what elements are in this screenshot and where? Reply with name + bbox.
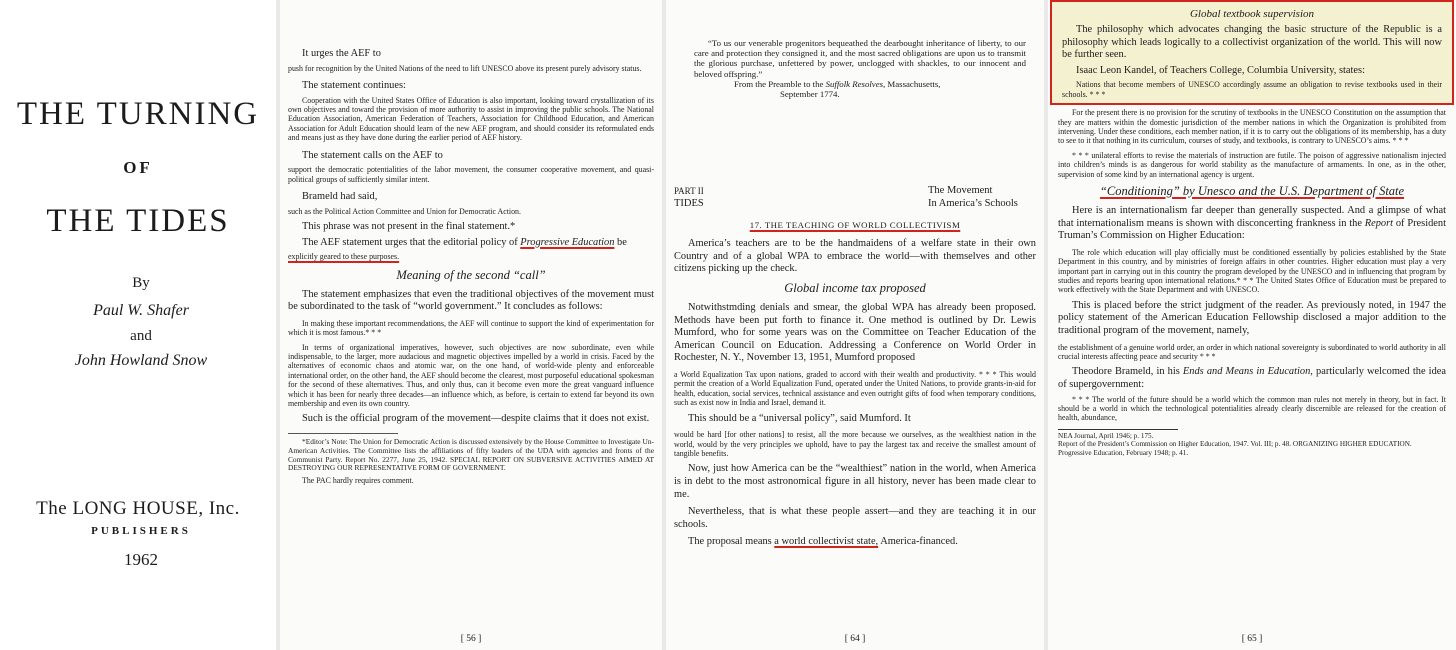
movement-label: The Movement: [928, 185, 993, 197]
publication-year: 1962: [124, 550, 158, 569]
movement-sub: In America’s Schools: [928, 197, 1018, 209]
cover-page: [0, 0, 276, 650]
block-quote: * * * unilateral efforts to revise the materials of instruction are futile. The poison of aggressive nationalism injected into children’s minds is as dangerous for world stability as the manufacture of armaments. In one, as in the other, supervision of some kind by an international agency is urgent.: [1058, 150, 1446, 179]
page-65: [1048, 0, 1456, 650]
block-quote: the establishment of a genuine world order, an order in which national sovereignty is subordinated to world authority in all crucial interests affecting peace and security * * *: [1058, 342, 1446, 362]
paragraph: It urges the AEF to: [302, 48, 381, 59]
part-header: [674, 185, 1036, 210]
block-quote: In terms of organizational imperatives, however, such objectives are now subordinate, even while indispensable, to the larger, more audacious and magnetic objectives impelled by a world in crisis. Faced by the alternatives of economic chaos and atomic war, on the one hand, of world-wide plenty and enforceable international order, on the other hand, the AEF should become the clearest, most purposeful educational spokesman for the second of these alternatives. Thus, and only thus, can it become even more the great vanguard influence which it has been for nearly three decades—an influence which, as before, is certain to extend far beyond its own membership and even its own country.: [288, 342, 654, 409]
author-1: Paul W. Shafer: [93, 302, 189, 319]
footnote-1: NEA Journal, April 1946; p. 175.: [1058, 431, 1154, 440]
block-quote: The role which education will play officially must be conditioned essentially by policies established by the State Department in this country, and by ministries of foreign affairs in other countries. Higher education must play a very important part in carrying out in this country the program developed by the UNESCO and in influencing that program by studies and reports bearing upon international relations.* * * The United States Office of Education must be prepared to work effectively with the State Department and with UNESCO.: [1058, 247, 1446, 295]
underlined-quote: explicitly geared to these purposes.: [288, 252, 400, 262]
highlight-box: [1050, 0, 1454, 105]
paragraph: Nevertheless, that is what these people assert—and they are teaching it in our schools.: [674, 506, 1036, 530]
paragraph-underlined: The proposal means a world collectivist state, America-financed.: [688, 536, 958, 548]
paragraph: The philosophy which advocates changing the basic structure of the Republic is a philosophy which leads logically to a collectivist organization of the world. This will now be further seen.: [1062, 24, 1442, 61]
paragraph: Theodore Brameld, in his Ends and Means in Education, particularly welcomed the idea of supergovernment:: [1058, 366, 1446, 391]
paragraph-underlined: The AEF statement urges that the editorial policy of Progressive Education be: [302, 236, 627, 248]
underlined-phrase: Progressive Education: [520, 236, 615, 248]
and-label: and: [130, 328, 152, 344]
block-quote: push for recognition by the United Nations of the need to lift UNESCO above its present purely advisory status.: [288, 63, 642, 73]
book-title-line1: THE TURNING: [16, 96, 260, 132]
paragraph: Now, just how America can be the “wealthiest” nation in the world, when America is in debt to the most astronomical figure in all history, never has been made clear to me.: [674, 463, 1036, 500]
publisher-name: The LONG HOUSE, Inc.: [36, 498, 240, 519]
epigraph-date: September 1774.: [780, 89, 840, 100]
book-title-line2: OF: [123, 158, 153, 177]
paragraph: America’s teachers are to be the handmaidens of a welfare state in their own Country and of a global WPA to embrace the world—with themselves and other citizens picking up the check.: [674, 238, 1036, 275]
page-56: [280, 0, 662, 650]
paragraph: Such is the official program of the movement—despite claims that it does not exist.: [302, 413, 650, 425]
block-quote: * * * The world of the future should be a world which the common man rules not merely in theory, but in fact. It should be a world in which the technological potentialities already clearly discernible are released for the creation of health, abundance,: [1058, 394, 1446, 423]
paragraph: This is placed before the strict judgment of the reader. As previously noted, in 1947 the policy statement of the American Education Fellowship disclosed a major addition to the traditional program of the movement, namely,: [1058, 299, 1446, 337]
section-heading: Meaning of the second “call”: [396, 267, 546, 282]
block-quote: Cooperation with the United States Office of Education is also important, looking toward crystallization of its own objectives and toward the provision of more authority to assist in improving the public schools. The National Education Association, American Federation of Teachers, Association for Childhood Education, and American Association for Adult Education should learn of the new AEF program, and should consider its reformulated ends and means just as they have done during the earlier period of AEF history.: [288, 95, 654, 143]
footnote-3: Progressive Education, February 1948; p. 41.: [1058, 448, 1189, 457]
editor-note: *Editor’s Note: The Union for Democratic Action is discussed extensively by the House Committee to Investigate Un-American Activities. The Committee lists the affiliations of fifty leaders of the UDA with agencies and fronts of the Communist Party. Report No. 2277, June 25, 1942. SPECIAL REPORT ON SUBVERSIVE ACTIVITIES AIMED AT DESTROYING OUR REPRESENTATIVE FORM OF GOVERNMENT.: [288, 437, 654, 473]
block-quote: such as the Political Action Committee and Union for Democratic Action.: [288, 206, 521, 216]
page-number: [ 64 ]: [844, 634, 866, 644]
paragraph: Isaac Leon Kandel, of Teachers College, Columbia University, states:: [1076, 64, 1365, 76]
block-quote: In making these important recommendations, the AEF will continue to support the kind of experimentation for which it is most famous.* * *: [288, 318, 654, 338]
paragraph: Notwithstmding denials and smear, the global WPA has already been proposed. Methods have been put forth to finance it. One method is outlined by Dr. Lewis Mumford, who for some years was on the Committee on Teacher Education of the American Council on Education. Addressing a Conference on World Order in Rochester, N. Y., November 13, 1951, Mumford proposed: [674, 302, 1036, 364]
author-2: John Howland Snow: [74, 352, 208, 369]
editor-note-2: The PAC hardly requires comment.: [302, 476, 414, 486]
footnote-divider: [288, 433, 398, 434]
underlined-phrase: a world collectivist state,: [774, 536, 879, 548]
footnote-2: Report of the President’s Commission on Higher Education, 1947. Vol. III; p. 48. ORGANIZING HIGHER EDUCATION.: [1058, 440, 1412, 449]
paragraph: This should be a “universal policy”, said Mumford. It: [688, 412, 911, 424]
epigraph-source: From the Preamble to the Suffolk Resolves, Massachusetts,: [734, 78, 941, 89]
paragraph: Brameld had said,: [302, 191, 378, 203]
page-number: [ 56 ]: [460, 634, 482, 644]
block-quote: support the democratic potentialities of the labor movement, the consumer cooperative movement, and quasi-political groups of sufficiently similar intent.: [288, 165, 654, 184]
paragraph: The statement emphasizes that even the traditional objectives of the movement must be subordinated to the task of “world government.” It concludes as follows:: [288, 288, 654, 313]
block-quote: For the present there is no provision for the scrutiny of textbooks in the UNESCO Constitution on the assumption that they are matters within the domestic jurisdiction of the member nations in which the Organization is prohibited from intervening. Under these conditions, each member nation, if it is to carry out the obligations of its membership, has a duty to see to it that nothing in its curriculum, courses of study, and textbooks, is contrary to UNESCO’s aims. * * *: [1058, 108, 1446, 146]
paragraph: The statement continues:: [302, 80, 406, 91]
publishers-label: PUBLISHERS: [91, 525, 191, 537]
block-quote: a World Equalization Tax upon nations, graded to accord with their wealth and productivity. * * * This would permit the creation of a World Equalization Fund, operated under the United Nations, to provide grants-in-aid for health, education, social services, technical assistance and even outright gifts of food when temporary conditions, such as exist now in India and Israel, demand it.: [674, 369, 1036, 408]
paragraph: Here is an internationalism far deeper than generally suspected. And a glimpse of what that internationalism means is shown with disconcerting frankness in the Report of President Truman’s Commission on Higher Education:: [1058, 205, 1446, 242]
by-label: By: [132, 275, 150, 291]
footnotes: [1058, 429, 1412, 457]
epigraph: “To us our venerable progenitors bequeathed the dearbought inheritance of liberty, to our care and protection they consigned it, and the most sacred obligations are upon us to transmit the glorious purchase, unfettered by power, unclogged with shackles, to our innocent and beloved offspring.”: [694, 38, 1026, 79]
part-label: PART II: [674, 186, 704, 197]
box-heading: Global textbook supervision: [1189, 8, 1315, 20]
section-heading: “Conditioning” by Unesco and the U.S. Department of State: [1099, 184, 1405, 199]
chapter-title: 17. THE TEACHING OF WORLD COLLECTIVISM: [749, 220, 961, 231]
page-64: [666, 0, 1044, 650]
paragraph: This phrase was not present in the final statement.*: [302, 221, 516, 233]
section-heading: Global income tax proposed: [784, 281, 926, 295]
page-number: [ 65 ]: [1241, 634, 1263, 644]
block-quote: Nations that become members of UNESCO accordingly assume an obligation to revise textbooks used in their schools. * * *: [1062, 80, 1442, 99]
part-title: TIDES: [674, 197, 704, 209]
book-title-line3: THE TIDES: [46, 203, 230, 239]
paragraph: The statement calls on the AEF to: [302, 149, 443, 161]
block-quote: would be hard [for other nations] to resist, all the more because we ourselves, as the wealthiest nation in the world, would by the very principles we uphold, have to pay the largest tax and receive the smallest amount of tangible benefits.: [674, 430, 1036, 458]
